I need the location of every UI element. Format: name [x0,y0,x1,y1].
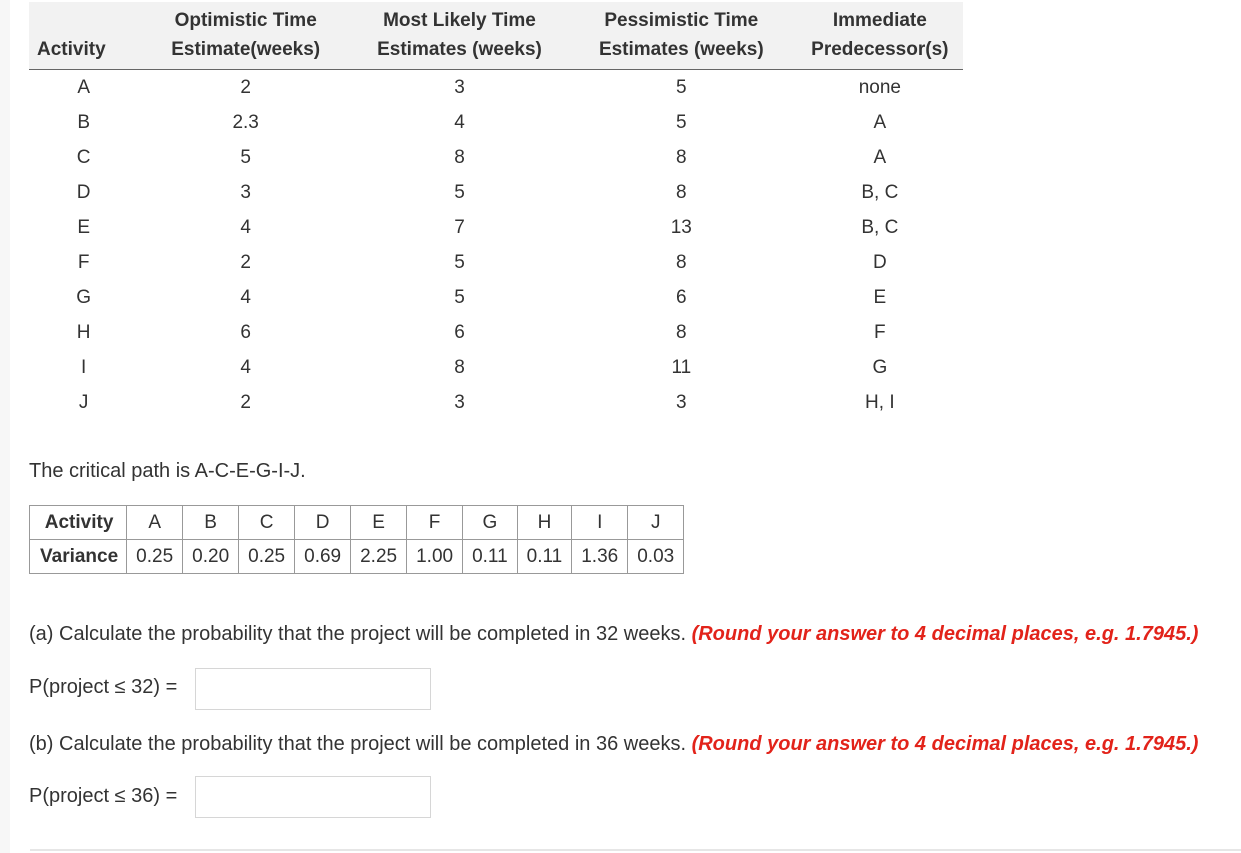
cell-most-likely: 5 [454,286,465,308]
variance-activity-cell: G [463,506,518,540]
header-most-likely: Most Likely Time Estimates (weeks) [353,2,566,70]
cell-pessimistic: 3 [676,391,687,413]
variance-row-header-variance: Variance [30,540,127,574]
variance-activity-cell: B [183,506,239,540]
header-optimistic: Optimistic Time Estimate(weeks) [138,2,353,70]
table-row [29,105,963,140]
cell-pessimistic: 8 [676,251,687,273]
cell-predecessors: A [873,146,887,168]
variance-value-cell: 1.36 [572,540,628,574]
activity-estimates-table [29,2,963,420]
cell-optimistic: 2 [240,251,251,273]
variance-activity-cell: J [628,506,684,540]
answer-b-label: P(project ≤ 36) = [29,785,178,807]
cell-activity: E [77,216,91,238]
cell-activity: H [76,321,91,343]
cell-optimistic: 2 [240,76,251,98]
variance-value-cell: 0.11 [463,540,518,574]
cell-pessimistic: 5 [676,111,687,133]
cell-predecessors: H, I [865,391,895,413]
question-b-hint: (Round your answer to 4 decimal places, e.g. 1.7945.) [691,733,1199,755]
variance-value-cell: 0.03 [628,540,684,574]
variance-value-cell: 1.00 [407,540,463,574]
bottom-divider [30,849,1241,851]
cell-pessimistic: 5 [676,76,687,98]
cell-most-likely: 6 [454,321,465,343]
table-header-row [29,2,963,70]
table-row [29,140,963,175]
variance-activity-cell: H [517,506,572,540]
cell-predecessors: none [858,76,901,98]
cell-most-likely: 8 [454,356,465,378]
variance-value-cell: 0.20 [183,540,239,574]
critical-path-text: The critical path is A-C-E-G-I-J. [29,460,306,482]
variance-row-header-activity: Activity [30,506,127,540]
question-a-text: (a) Calculate the probability that the project will be completed in 32 weeks. [29,623,687,645]
table-row [29,245,963,280]
cell-activity: G [76,286,92,308]
variance-activity-cell: A [127,506,183,540]
question-a-hint: (Round your answer to 4 decimal places, e.g. 1.7945.) [691,623,1199,645]
cell-predecessors: D [872,251,887,273]
cell-optimistic: 4 [240,216,251,238]
cell-optimistic: 5 [240,146,251,168]
variance-activity-cell: D [295,506,351,540]
variance-activity-cell: F [407,506,463,540]
variance-activity-cell: C [239,506,295,540]
question-b-text: (b) Calculate the probability that the project will be completed in 36 weeks. [29,733,687,755]
cell-most-likely: 7 [454,216,465,238]
table-row [29,385,963,420]
variance-value-row [30,540,684,574]
cell-most-likely: 4 [454,111,465,133]
cell-predecessors: E [873,286,887,308]
variance-activity-cell: E [351,506,407,540]
header-pessimistic: Pessimistic Time Estimates (weeks) [566,2,797,70]
table-body [29,70,963,421]
cell-pessimistic: 11 [671,356,692,378]
table-row [29,70,963,106]
cell-optimistic: 4 [240,286,251,308]
answer-a-label: P(project ≤ 32) = [29,676,178,698]
cell-most-likely: 3 [454,76,465,98]
cell-pessimistic: 8 [676,146,687,168]
cell-activity: F [77,251,90,273]
cell-activity: I [81,356,87,378]
header-predecessors: Immediate Predecessor(s) [797,2,963,70]
table-row [29,280,963,315]
cell-pessimistic: 13 [670,216,692,238]
cell-pessimistic: 8 [676,181,687,203]
table-row [29,315,963,350]
table-row [29,175,963,210]
cell-most-likely: 5 [454,251,465,273]
cell-activity: J [78,391,89,413]
header-activity: Activity [29,2,138,70]
cell-predecessors: B, C [861,216,899,238]
cell-most-likely: 3 [454,391,465,413]
cell-most-likely: 8 [454,146,465,168]
cell-activity: C [76,146,91,168]
cell-optimistic: 2.3 [232,111,259,133]
cell-pessimistic: 8 [676,321,687,343]
answer-a-input[interactable] [195,668,431,710]
left-margin-strip [0,0,10,853]
answer-b-input[interactable] [195,776,431,818]
cell-activity: D [76,181,91,203]
cell-optimistic: 2 [240,391,251,413]
variance-value-cell: 0.25 [127,540,183,574]
cell-predecessors: A [873,111,887,133]
cell-optimistic: 6 [240,321,251,343]
cell-optimistic: 3 [240,181,251,203]
cell-predecessors: B, C [861,181,899,203]
variance-value-cell: 0.11 [517,540,572,574]
variance-table [29,505,684,574]
question-b [29,733,1198,756]
variance-value-cell: 2.25 [351,540,407,574]
cell-predecessors: F [874,321,886,343]
cell-pessimistic: 6 [676,286,687,308]
cell-activity: B [77,111,91,133]
cell-optimistic: 4 [240,356,251,378]
table-row [29,210,963,245]
cell-predecessors: G [872,356,888,378]
variance-value-cell: 0.25 [239,540,295,574]
table-row [29,350,963,385]
variance-activity-row [30,506,684,540]
question-a [29,623,1198,646]
variance-value-cell: 0.69 [295,540,351,574]
variance-activity-cell: I [572,506,628,540]
cell-activity: A [77,76,91,98]
cell-most-likely: 5 [454,181,465,203]
